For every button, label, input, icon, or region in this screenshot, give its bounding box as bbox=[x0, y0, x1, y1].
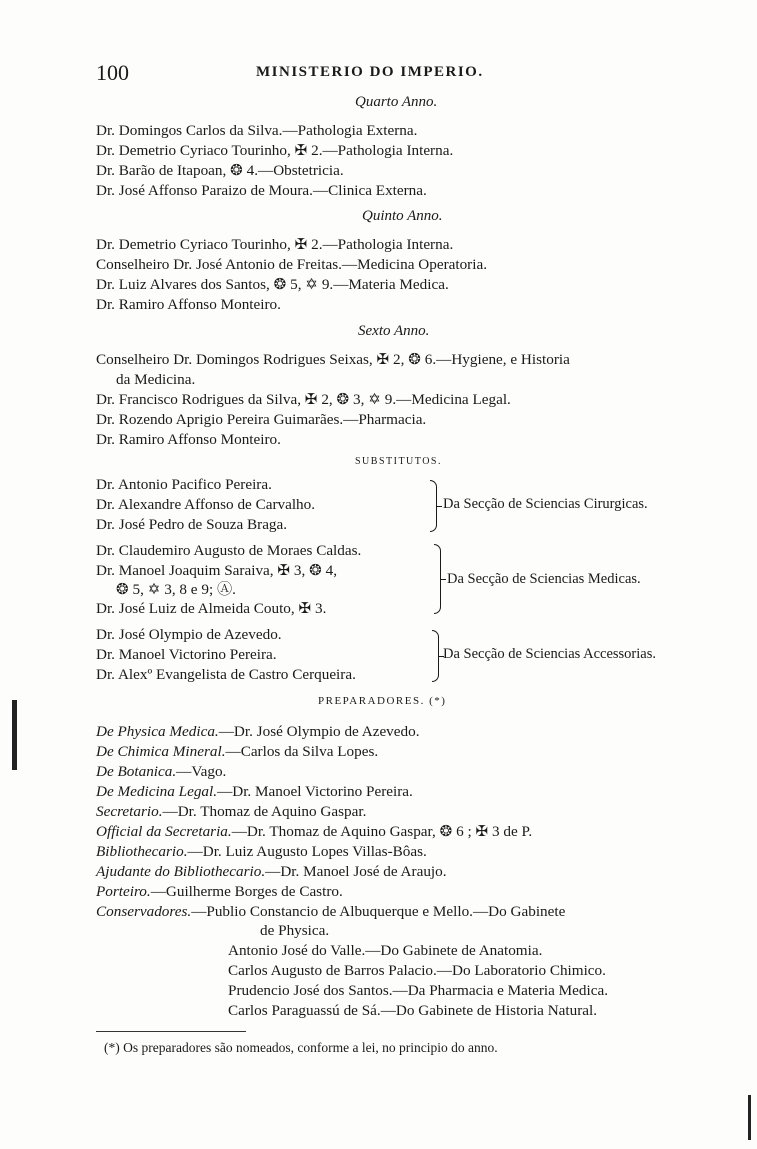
quarto-line: Dr. Barão de Itapoan, ❂ 4.—Obstetricia. bbox=[96, 162, 344, 179]
preparador-entry bbox=[96, 842, 427, 861]
entry-label: De Physica Medica. bbox=[96, 723, 219, 740]
entry-text: —Dr. Manoel Victorino Pereira. bbox=[217, 783, 413, 800]
sexto-line: Conselheiro Dr. Domingos Rodrigues Seixas, ✠ 2, ❂ 6.—Hygiene, e Historia bbox=[96, 351, 570, 368]
entry-text: —Carlos da Silva Lopes. bbox=[225, 743, 379, 760]
quinto-line: Dr. Luiz Alvares dos Santos, ❂ 5, ✡ 9.—Materia Medica. bbox=[96, 276, 449, 293]
entry-text: —Vago. bbox=[176, 763, 227, 780]
quinto-line: Conselheiro Dr. José Antonio de Freitas.—Medicina Operatoria. bbox=[96, 256, 487, 273]
footnote-rule bbox=[96, 1031, 246, 1032]
quarto-title: Quarto Anno. bbox=[355, 94, 438, 110]
page-number: 100 bbox=[96, 60, 129, 85]
preparador-entry bbox=[96, 782, 413, 801]
substituto-name: Dr. Alexº Evangelista de Castro Cerqueira. bbox=[96, 666, 356, 683]
brace bbox=[434, 544, 441, 614]
quarto-line: Dr. Demetrio Cyriaco Tourinho, ✠ 2.—Pathologia Interna. bbox=[96, 142, 454, 159]
section-label: Da Secção de Sciencias Medicas. bbox=[447, 571, 641, 587]
substituto-name: Dr. José Luiz de Almeida Couto, ✠ 3. bbox=[96, 600, 327, 617]
entry-label: De Medicina Legal. bbox=[96, 783, 218, 800]
entry-label: Bibliothecario. bbox=[96, 843, 188, 860]
conservador-line: Carlos Augusto de Barros Palacio.—Do Laboratorio Chimico. bbox=[228, 962, 606, 979]
sexto-line: da Medicina. bbox=[116, 371, 196, 388]
entry-text: —Dr. Luiz Augusto Lopes Villas-Bôas. bbox=[187, 843, 427, 860]
quinto-line: Dr. Demetrio Cyriaco Tourinho, ✠ 2.—Pathologia Interna. bbox=[96, 236, 454, 253]
scan-mark bbox=[748, 1095, 751, 1140]
entry-label: Ajudante do Bibliothecario. bbox=[96, 863, 266, 880]
quinto-line: Dr. Ramiro Affonso Monteiro. bbox=[96, 296, 281, 313]
substituto-name: Dr. Antonio Pacifico Pereira. bbox=[96, 476, 272, 493]
entry-text: —Dr. José Olympio de Azevedo. bbox=[218, 723, 420, 740]
preparador-entry bbox=[96, 822, 532, 841]
substituto-name: ❂ 5, ✡ 3, 8 e 9; Ⓐ. bbox=[116, 581, 236, 598]
substituto-name: Dr. Manoel Joaquim Saraiva, ✠ 3, ❂ 4, bbox=[96, 562, 337, 579]
entry-label: Secretario. bbox=[96, 803, 163, 820]
entry-text: —Dr. Thomaz de Aquino Gaspar, ❂ 6 ; ✠ 3 de P. bbox=[231, 823, 533, 840]
page-header bbox=[96, 60, 721, 88]
preparador-entry bbox=[96, 802, 366, 821]
sexto-line: Dr. Rozendo Aprigio Pereira Guimarães.—Pharmacia. bbox=[96, 411, 427, 428]
sexto-line: Dr. Francisco Rodrigues da Silva, ✠ 2, ❂ 3, ✡ 9.—Medicina Legal. bbox=[96, 391, 511, 408]
entry-label: Official da Secretaria. bbox=[96, 823, 232, 840]
footnote: (*) Os preparadores são nomeados, conforme a lei, no principio do anno. bbox=[104, 1040, 498, 1055]
substitutos-title: SUBSTITUTOS. bbox=[355, 456, 442, 467]
scan-mark bbox=[12, 700, 17, 770]
substituto-name: Dr. Claudemiro Augusto de Moraes Caldas. bbox=[96, 542, 362, 559]
sexto-line: Dr. Ramiro Affonso Monteiro. bbox=[96, 431, 281, 448]
brace bbox=[432, 630, 439, 682]
quarto-line: Dr. José Affonso Paraizo de Moura.—Clinica Externa. bbox=[96, 182, 427, 199]
entry-label: De Chimica Mineral. bbox=[96, 743, 226, 760]
substituto-name: Dr. Alexandre Affonso de Carvalho. bbox=[96, 496, 316, 513]
running-title: MINISTERIO DO IMPERIO. bbox=[256, 64, 484, 80]
quinto-title: Quinto Anno. bbox=[362, 208, 443, 224]
preparador-entry bbox=[96, 862, 447, 881]
conservador-line: Prudencio José dos Santos.—Da Pharmacia e Materia Medica. bbox=[228, 982, 609, 999]
preparador-entry bbox=[96, 902, 565, 921]
preparador-entry bbox=[96, 722, 420, 741]
brace bbox=[430, 480, 437, 532]
preparador-entry bbox=[96, 742, 378, 761]
entry-text: —Dr. Manoel José de Araujo. bbox=[265, 863, 447, 880]
section-label: Da Secção de Sciencias Cirurgicas. bbox=[443, 496, 648, 512]
entry-label: Conservadores. bbox=[96, 903, 192, 920]
quarto-line: Dr. Domingos Carlos da Silva.—Pathologia Externa. bbox=[96, 122, 418, 139]
entry-label: De Botanica. bbox=[96, 763, 177, 780]
conservador-line: Antonio José do Valle.—Do Gabinete de Anatomia. bbox=[228, 942, 543, 959]
substituto-name: Dr. José Olympio de Azevedo. bbox=[96, 626, 282, 643]
substituto-name: Dr. José Pedro de Souza Braga. bbox=[96, 516, 288, 533]
entry-label: Porteiro. bbox=[96, 883, 151, 900]
entry-text: —Publio Constancio de Albuquerque e Mello.—Do Gabinete bbox=[191, 903, 566, 920]
entry-text: —Guilherme Borges de Castro. bbox=[150, 883, 343, 900]
conservador-line: Carlos Paraguassú de Sá.—Do Gabinete de Historia Natural. bbox=[228, 1002, 598, 1019]
preparadores-title: PREPARADORES. (*) bbox=[318, 695, 447, 707]
section-label: Da Secção de Sciencias Accessorias. bbox=[443, 646, 656, 662]
conservador-line: de Physica. bbox=[260, 922, 330, 939]
entry-text: —Dr. Thomaz de Aquino Gaspar. bbox=[162, 803, 367, 820]
substituto-name: Dr. Manoel Victorino Pereira. bbox=[96, 646, 277, 663]
sexto-title: Sexto Anno. bbox=[358, 323, 430, 339]
preparador-entry bbox=[96, 882, 343, 901]
preparador-entry bbox=[96, 762, 226, 781]
